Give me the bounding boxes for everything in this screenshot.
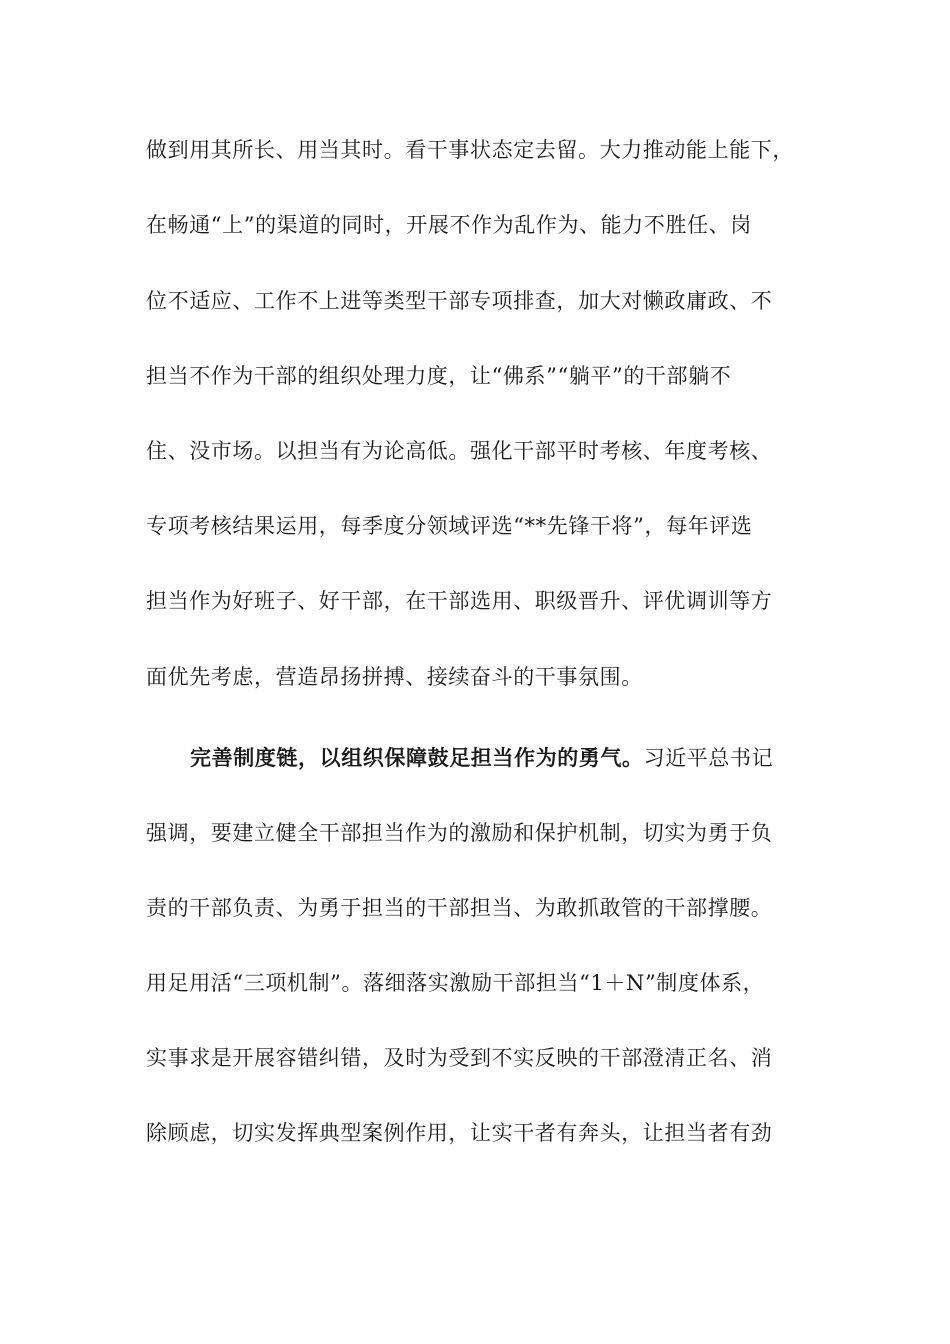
paragraph-2-line-3: 责的干部负责、为勇于担当的干部担当、为敢抓敢管的干部撑腰。 bbox=[146, 896, 773, 920]
paragraph-2-line-1 bbox=[190, 738, 850, 778]
paragraph-1-line-8: 面优先考虑，营造昂扬拼搏、接续奋斗的干事氛围。 bbox=[146, 665, 643, 689]
paragraph-2-line-6: 除顾虑，切实发挥典型案例作用，让实干者有奔头，让担当者有劲 bbox=[146, 1121, 773, 1145]
paragraph-2-heading: 完善制度链，以组织保障鼓足担当作为的勇气。 bbox=[190, 746, 644, 770]
paragraph-2-line-2: 强调，要建立健全干部担当作为的激励和保护机制，切实为勇于负 bbox=[146, 821, 773, 845]
paragraph-1-line-6: 专项考核结果运用，每季度分领域评选“**先锋干将”，每年评选 bbox=[146, 514, 753, 538]
paragraph-1-line-5: 住、没市场。以担当有为论高低。强化干部平时考核、年度考核、 bbox=[146, 439, 773, 463]
paragraph-2-line-5: 实事求是开展容错纠错，及时为受到不实反映的干部澄清正名、消 bbox=[146, 1046, 773, 1070]
paragraph-2-first-line-rest: 习近平总书记 bbox=[643, 746, 774, 770]
paragraph-1-line-1: 做到用其所长、用当其时。看干事状态定去留。大力推动能上能下， bbox=[146, 138, 794, 162]
paragraph-1-line-7: 担当作为好班子、好干部，在干部选用、职级晋升、评优调训等方 bbox=[146, 589, 773, 613]
paragraph-1-line-3: 位不适应、工作不上进等类型干部专项排查，加大对懒政庸政、不 bbox=[146, 289, 773, 313]
paragraph-1-line-2: 在畅通“上”的渠道的同时，开展不作为乱作为、能力不胜任、岗 bbox=[146, 213, 752, 237]
paragraph-1-line-4: 担当不作为干部的组织处理力度，让“佛系”“躺平”的干部躺不 bbox=[146, 364, 732, 388]
paragraph-2-line-4: 用足用活“三项机制”。落细落实激励干部担当“1＋N”制度体系， bbox=[146, 971, 765, 995]
